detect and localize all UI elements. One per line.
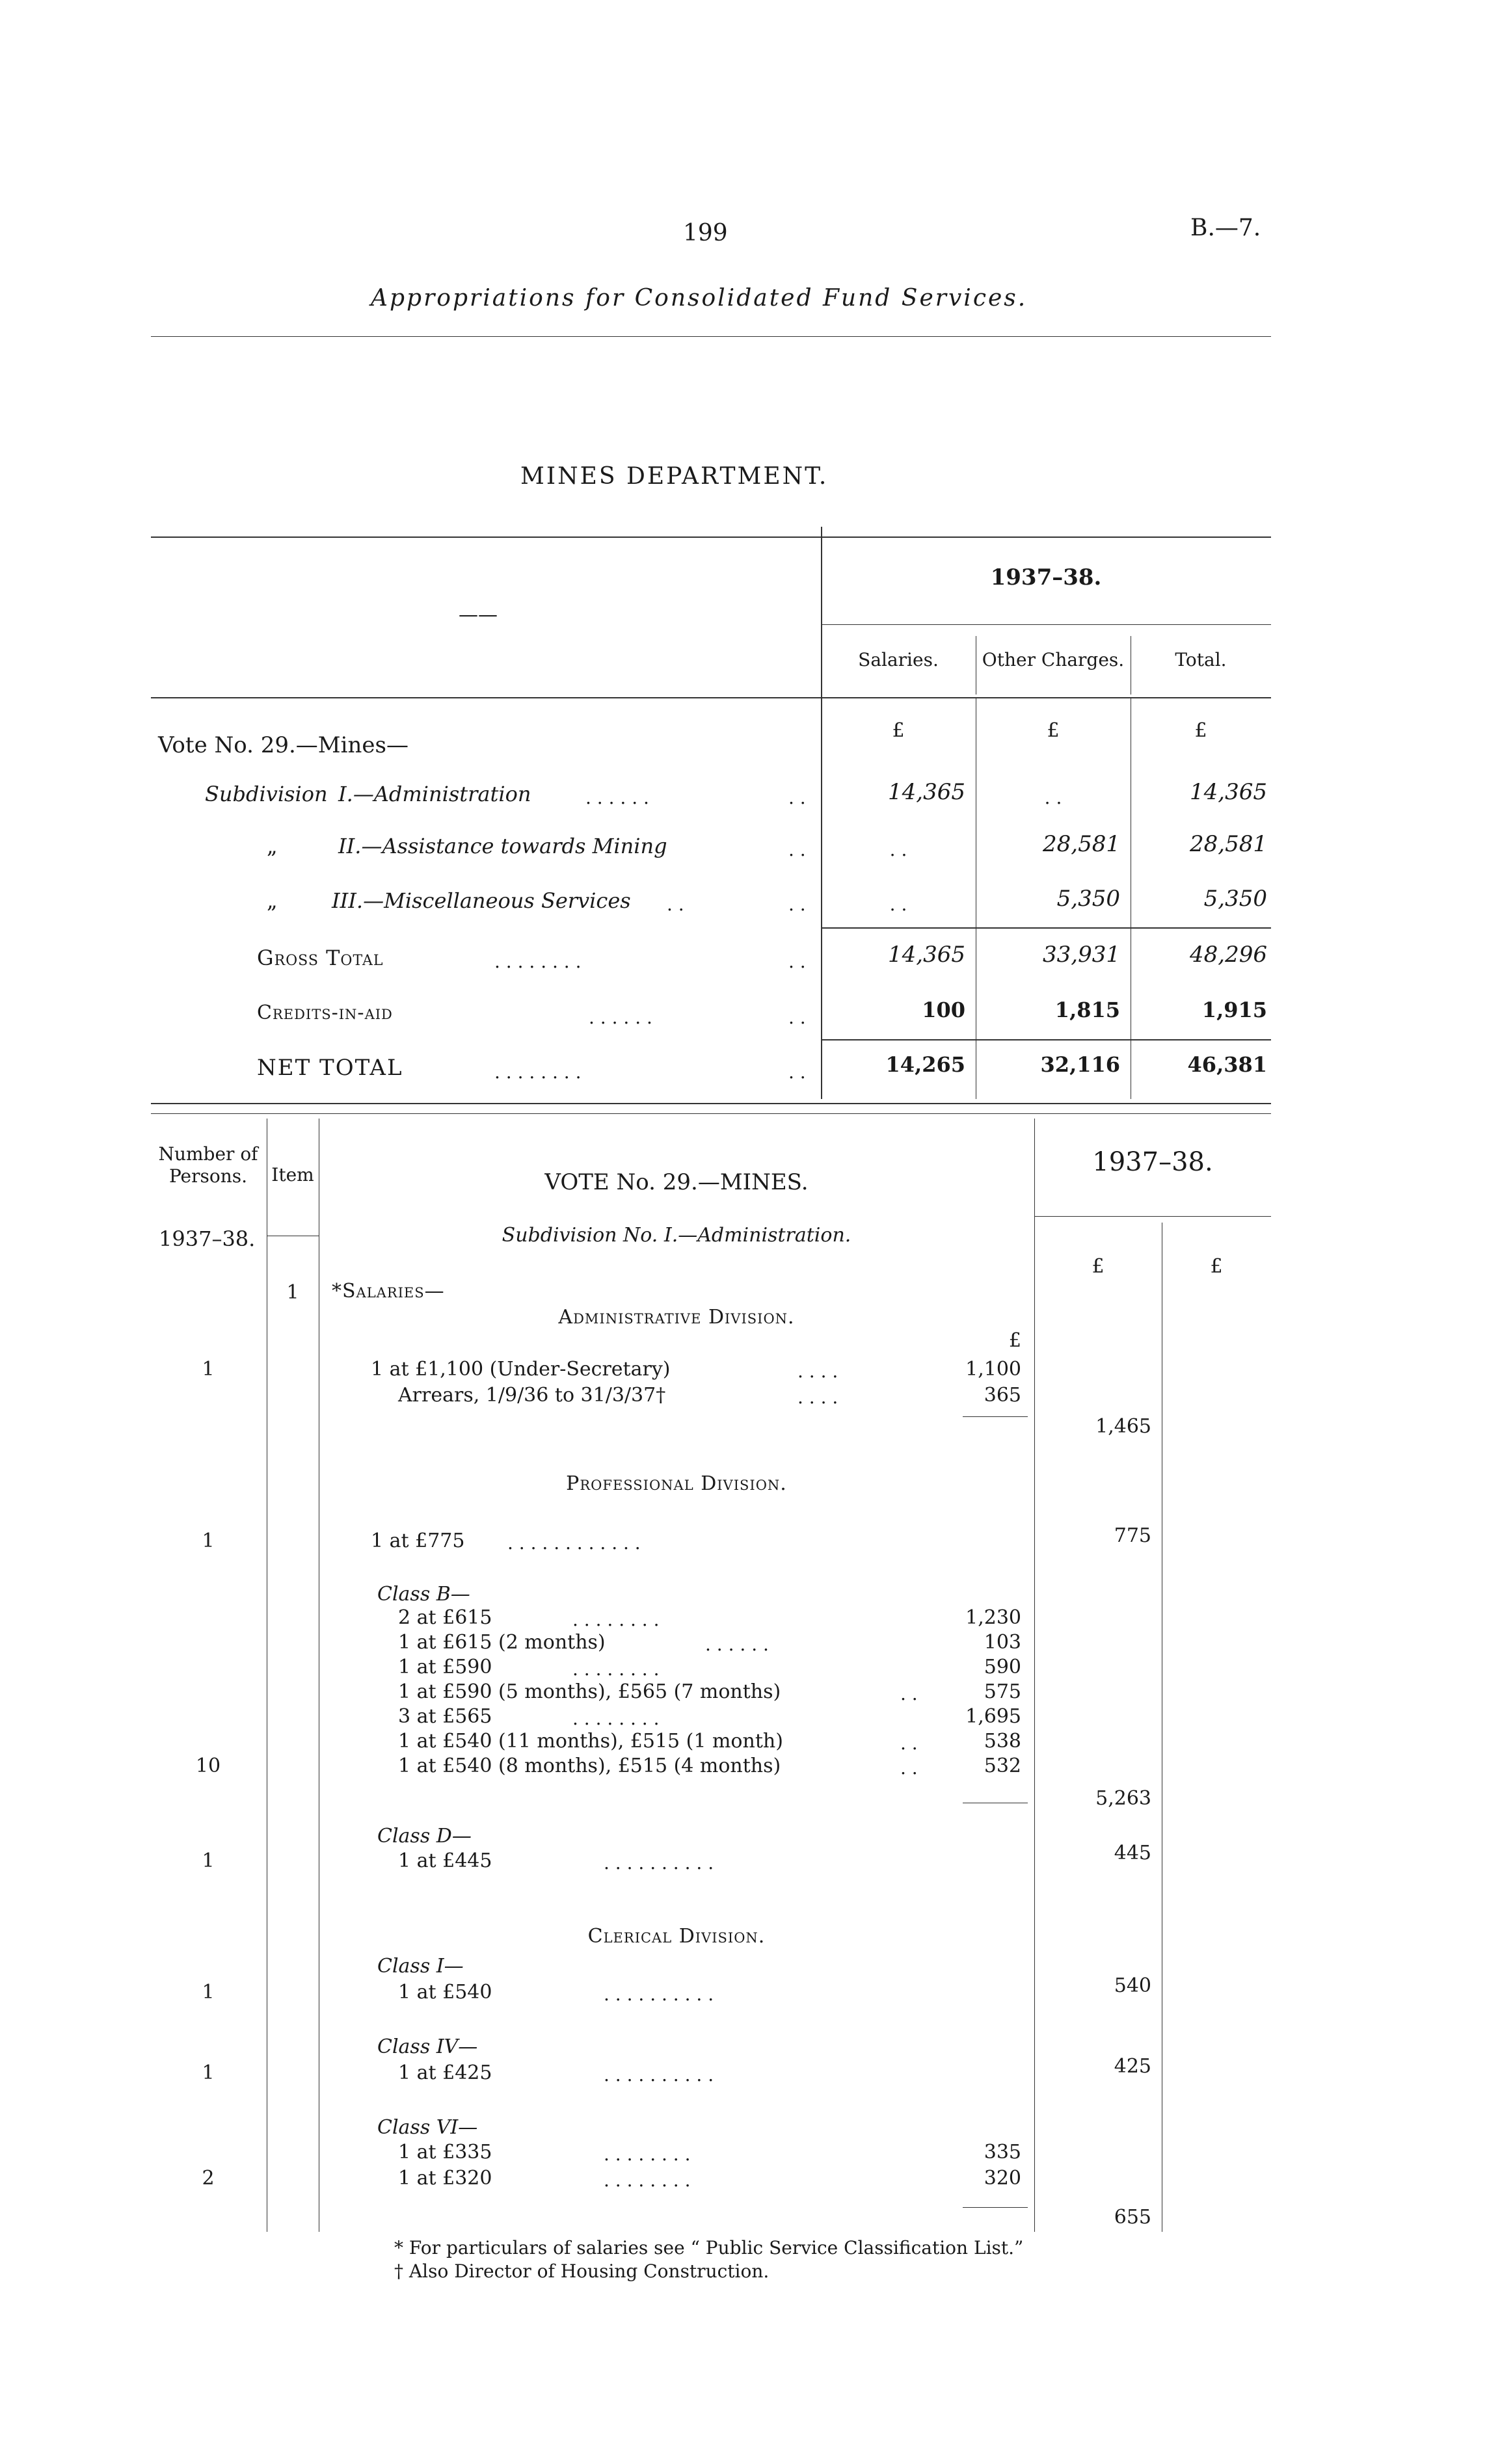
class-vi-sum-rule [963,2207,1028,2208]
class-i-heading: Class I— [377,1955,464,1978]
admin-line-dots: . . . . [797,1360,838,1382]
class-b-line-dots: . . . . . . . . [572,1658,660,1680]
gross-total-dots-end: . . [788,951,806,972]
class-b-line-amount: 590 [984,1656,1021,1678]
class-i-line-text: 1 at £540 [398,1981,492,2004]
gross-total-label: Gross Total [257,946,384,970]
footnote-housing: † Also Director of Housing Construction. [394,2260,770,2282]
row-prefix: Subdivision [205,782,328,806]
class-b-line-text: 1 at £590 [398,1656,492,1678]
blank-header-dash: —— [459,603,498,626]
class-b-line-amount: 538 [984,1730,1021,1753]
row-dots-end: . . [788,787,806,808]
row-salaries: . . [889,894,907,915]
footnote-salaries: * For particulars of salaries see “ Public Service Classification List.” [394,2237,1024,2259]
item-number: 1 [286,1281,299,1304]
class-b-line-text: 2 at £615 [398,1606,492,1629]
class-b-line-amount: 1,695 [965,1705,1021,1728]
row-dots-end: . . [788,894,806,915]
credits-in-aid-total: 1,915 [1201,998,1267,1022]
gross-total-dots: . . . . . . . . [494,951,582,972]
class-vi-heading: Class VI— [377,2116,478,2139]
credits-in-aid-other: 1,815 [1054,998,1120,1022]
header-rule [151,336,1271,337]
row-total: 28,581 [1190,831,1267,857]
gross-total-other: 33,931 [1043,942,1120,968]
class-d-line-dots: . . . . . . . . . . [604,1852,714,1874]
prof-persons: 1 [202,1530,215,1552]
row-other: . . [1044,787,1062,808]
pound-other: £ [1047,719,1060,742]
col-number-of-persons: Number of Persons. [158,1143,258,1187]
credits-in-aid-dots: . . . . . . [589,1007,652,1028]
administrative-division-heading: Administrative Division. [558,1306,795,1329]
class-b-line-text: 1 at £540 (8 months), £515 (4 months) [398,1755,781,1777]
class-vi-total: 655 [1114,2206,1151,2229]
class-b-line-dots: . . . . . . . . [572,1609,660,1630]
class-b-line-amount: 103 [984,1631,1021,1654]
net-total-dots: . . . . . . . . [494,1061,582,1083]
summary-bottom-rule [151,1103,1271,1104]
class-iv-persons: 1 [202,2061,215,2084]
class-b-line-dots: . . [900,1732,918,1754]
class-b-line-amount: 575 [984,1680,1021,1703]
class-b-line-text: 1 at £590 (5 months), £565 (7 months) [398,1680,781,1703]
class-i-total: 540 [1114,1974,1151,1997]
professional-division-heading: Professional Division. [566,1472,787,1495]
class-d-line-text: 1 at £445 [398,1849,492,1872]
salaries-heading: *Salaries— [332,1280,445,1303]
class-iv-line-text: 1 at £425 [398,2061,492,2084]
class-vi-line-dots: . . . . . . . . [604,2169,691,2191]
vote-label: Vote No. 29.—Mines— [158,732,409,758]
credits-in-aid-salaries: 100 [922,998,965,1022]
class-vi-line-amount: 335 [984,2141,1021,2164]
col-item: Item [271,1164,314,1186]
row-dots: . . [667,894,684,915]
row-other: 28,581 [1043,831,1120,857]
row-other: 5,350 [1056,886,1120,912]
admin-persons: 1 [202,1358,215,1381]
row-label: I.—Administration [338,782,531,806]
class-iv-line-dots: . . . . . . . . . . [604,2064,714,2086]
detail-year-rule [1034,1216,1271,1217]
row-prefix: „ [267,834,278,858]
class-b-line-dots: . . . . . . . . [572,1708,660,1729]
detail-pound-right: £ [1210,1255,1223,1278]
pound-total: £ [1194,719,1207,742]
class-b-line-text: 3 at £565 [398,1705,492,1728]
class-b-line-text: 1 at £615 (2 months) [398,1631,606,1654]
row-total: 14,365 [1190,779,1267,805]
net-total-dots-end: . . [788,1061,806,1083]
prof-line-text: 1 at £775 [371,1530,465,1552]
admin-total: 1,465 [1095,1415,1151,1438]
row-dots: . . [788,839,806,860]
header-bottom-rule [151,697,1271,698]
col-header-other-charges: Other Charges. [982,649,1125,670]
class-vi-line-amount: 320 [984,2167,1021,2190]
department-title: MINES DEPARTMENT. [520,463,829,490]
class-b-persons: 10 [195,1755,221,1777]
prof-line-dots: . . . . . . . . . . . . [507,1532,641,1554]
net-total-total: 46,381 [1187,1052,1267,1077]
class-b-total: 5,263 [1095,1787,1151,1810]
admin-pound: £ [1008,1329,1021,1352]
col-header-salaries: Salaries. [858,649,939,670]
summary-year-header: 1937–38. [990,564,1102,590]
class-iv-total: 425 [1114,2055,1151,2078]
credits-in-aid-dots-end: . . [788,1007,806,1028]
class-b-line-dots: . . [900,1683,918,1704]
admin-line-text: 1 at £1,100 (Under-Secretary) [371,1358,671,1381]
admin-line-amount: 365 [984,1384,1021,1407]
admin-line-amount: 1,100 [965,1358,1021,1381]
admin-line-text: Arrears, 1/9/36 to 31/3/37† [398,1384,666,1407]
admin-sum-rule [963,1416,1028,1417]
class-b-line-amount: 1,230 [965,1606,1021,1629]
summary-bottom-rule-2 [151,1113,1271,1114]
document-reference: B.—7. [1190,215,1261,241]
summary-top-rule [151,537,1271,538]
class-d-persons: 1 [202,1849,215,1872]
running-title: Appropriations for Consolidated Fund Services. [371,285,1028,311]
admin-line-dots: . . . . [797,1386,838,1408]
class-d-total: 445 [1114,1842,1151,1864]
net-total-label: NET TOTAL [257,1055,403,1081]
row-total: 5,350 [1203,886,1267,912]
credits-in-aid-label: Credits-in-aid [257,1001,393,1024]
gross-total-rule [821,927,1271,929]
col-year: 1937–38. [159,1226,256,1251]
class-i-line-dots: . . . . . . . . . . [604,1983,714,2005]
class-vi-persons: 2 [202,2167,215,2190]
net-total-rule [821,1039,1271,1040]
class-b-line-dots: . . . . . . [705,1634,769,1655]
vote-title: VOTE No. 29.—MINES. [544,1169,809,1195]
pound-salaries: £ [892,719,905,742]
row-dots: . . . . . . [585,787,649,808]
net-total-other: 32,116 [1040,1052,1120,1077]
prof-total: 775 [1114,1524,1151,1547]
net-total-salaries: 14,265 [885,1052,965,1077]
class-b-line-dots: . . [900,1757,918,1779]
class-b-line-text: 1 at £540 (11 months), £515 (1 month) [398,1730,783,1753]
clerical-division-heading: Clerical Division. [587,1925,766,1948]
row-salaries: 14,365 [888,779,965,805]
gross-total-total: 48,296 [1190,942,1267,968]
subdivision-title: Subdivision No. I.—Administration. [502,1224,851,1247]
class-vi-line-dots: . . . . . . . . [604,2143,691,2165]
year-header-rule [821,624,1271,625]
class-iv-heading: Class IV— [377,2035,478,2058]
gross-total-salaries: 14,365 [888,942,965,968]
class-i-persons: 1 [202,1981,215,2004]
class-b-line-amount: 532 [984,1755,1021,1777]
row-salaries: . . [889,839,907,860]
class-vi-line-text: 1 at £335 [398,2141,492,2164]
detail-year-header: 1937–38. [1092,1147,1213,1177]
row-label: II.—Assistance towards Mining [338,834,667,858]
row-prefix: „ [267,888,278,913]
row-label: III.—Miscellaneous Services [332,888,631,913]
page-number: 199 [683,220,728,246]
col-header-total: Total. [1175,649,1227,670]
class-vi-line-text: 1 at £320 [398,2167,492,2190]
detail-pound-left: £ [1092,1255,1105,1278]
class-d-heading: Class D— [377,1825,472,1848]
class-b-heading: Class B— [377,1583,470,1606]
